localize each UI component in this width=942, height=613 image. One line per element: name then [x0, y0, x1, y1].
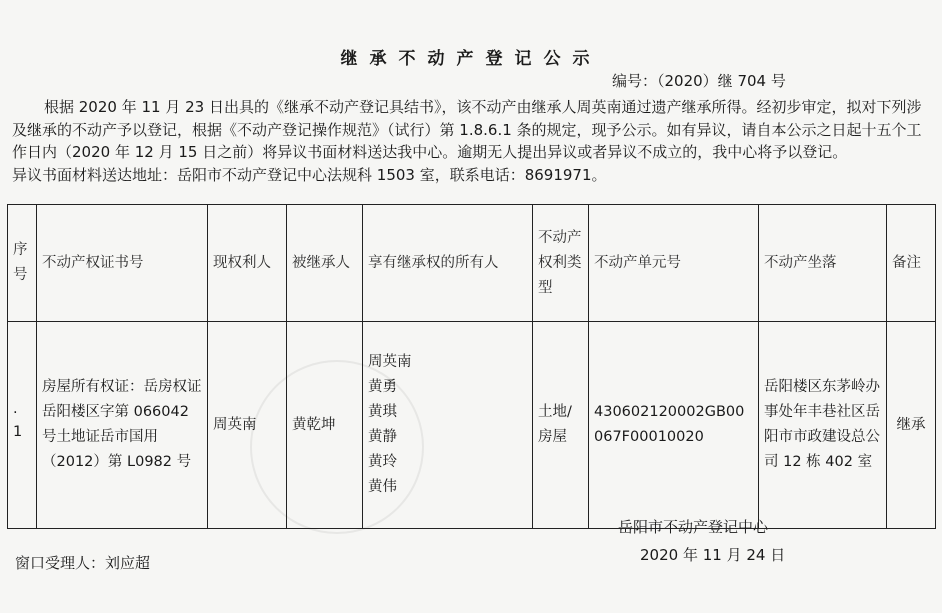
notice-paragraph-address: 异议书面材料送达地址：岳阳市不动产登记中心法规科 1503 室，联系电话：8691971。	[12, 165, 607, 184]
cell-current-owner: 周英南	[208, 322, 287, 529]
heir-name: 黄琪	[368, 404, 397, 420]
cell-certificate: 房屋所有权证：岳房权证岳阳楼区字第 066042 号土地证岳市国用（2012）第 L0982 号	[37, 322, 208, 529]
notice-body	[12, 96, 930, 186]
issuing-organization: 岳阳市不动产登记中心	[618, 518, 769, 536]
document-number: 编号：（2020）继 704 号	[612, 72, 786, 90]
window-clerk: 窗口受理人：刘应超	[15, 554, 151, 572]
header-unit-number: 不动产单元号	[589, 205, 759, 322]
heir-name: 黄玲	[368, 454, 397, 470]
cell-location: 岳阳楼区东茅岭办事处年丰巷社区岳阳市市政建设总公司 12 栋 402 室	[759, 322, 887, 529]
heir-name: 周英南	[368, 354, 412, 370]
cell-unit-number: 430602120002GB00067F00010020	[589, 322, 759, 529]
issue-date: 2020 年 11 月 24 日	[640, 546, 786, 564]
heir-name: 黄伟	[368, 479, 397, 495]
row-dot: ·	[13, 404, 18, 421]
header-right-type: 不动产权利类型	[533, 205, 589, 322]
row-index: 1	[13, 423, 23, 440]
header-decedent: 被继承人	[287, 205, 363, 322]
header-heirs: 享有继承权的所有人	[363, 205, 533, 322]
header-location: 不动产坐落	[759, 205, 887, 322]
heir-name: 黄勇	[368, 379, 397, 395]
header-index: 序号	[8, 205, 37, 322]
cell-heirs	[363, 322, 533, 529]
header-certificate: 不动产权证书号	[37, 205, 208, 322]
notice-title: 继承不动产登记公示	[340, 49, 602, 69]
cell-index	[8, 322, 37, 529]
cell-right-type: 土地/房屋	[533, 322, 589, 529]
table-header-row	[8, 205, 936, 322]
heir-name: 黄静	[368, 429, 397, 445]
header-current-owner: 现权利人	[208, 205, 287, 322]
cell-decedent: 黄乾坤	[287, 322, 363, 529]
table-row	[8, 322, 936, 529]
header-note: 备注	[887, 205, 936, 322]
registration-table	[7, 204, 936, 529]
cell-note: 继承	[887, 322, 936, 529]
notice-paragraph-main: 根据 2020 年 11 月 23 日出具的《继承不动产登记具结书》，该不动产由继承人周英南通过遗产继承所得。经初步审定，拟对下列涉及继承的不动产予以登记，根据《不动产登记操作规范》（试行）第 1.8.6.1 条的规定，现予公示。如有异议，请自本公示之日起十五个工作日内（2020 年 12 月 15 日之前）将异议书面材料送达我中心。逾期无人提出异议或者异议不成立的，我中心将予以登记。	[12, 98, 922, 161]
